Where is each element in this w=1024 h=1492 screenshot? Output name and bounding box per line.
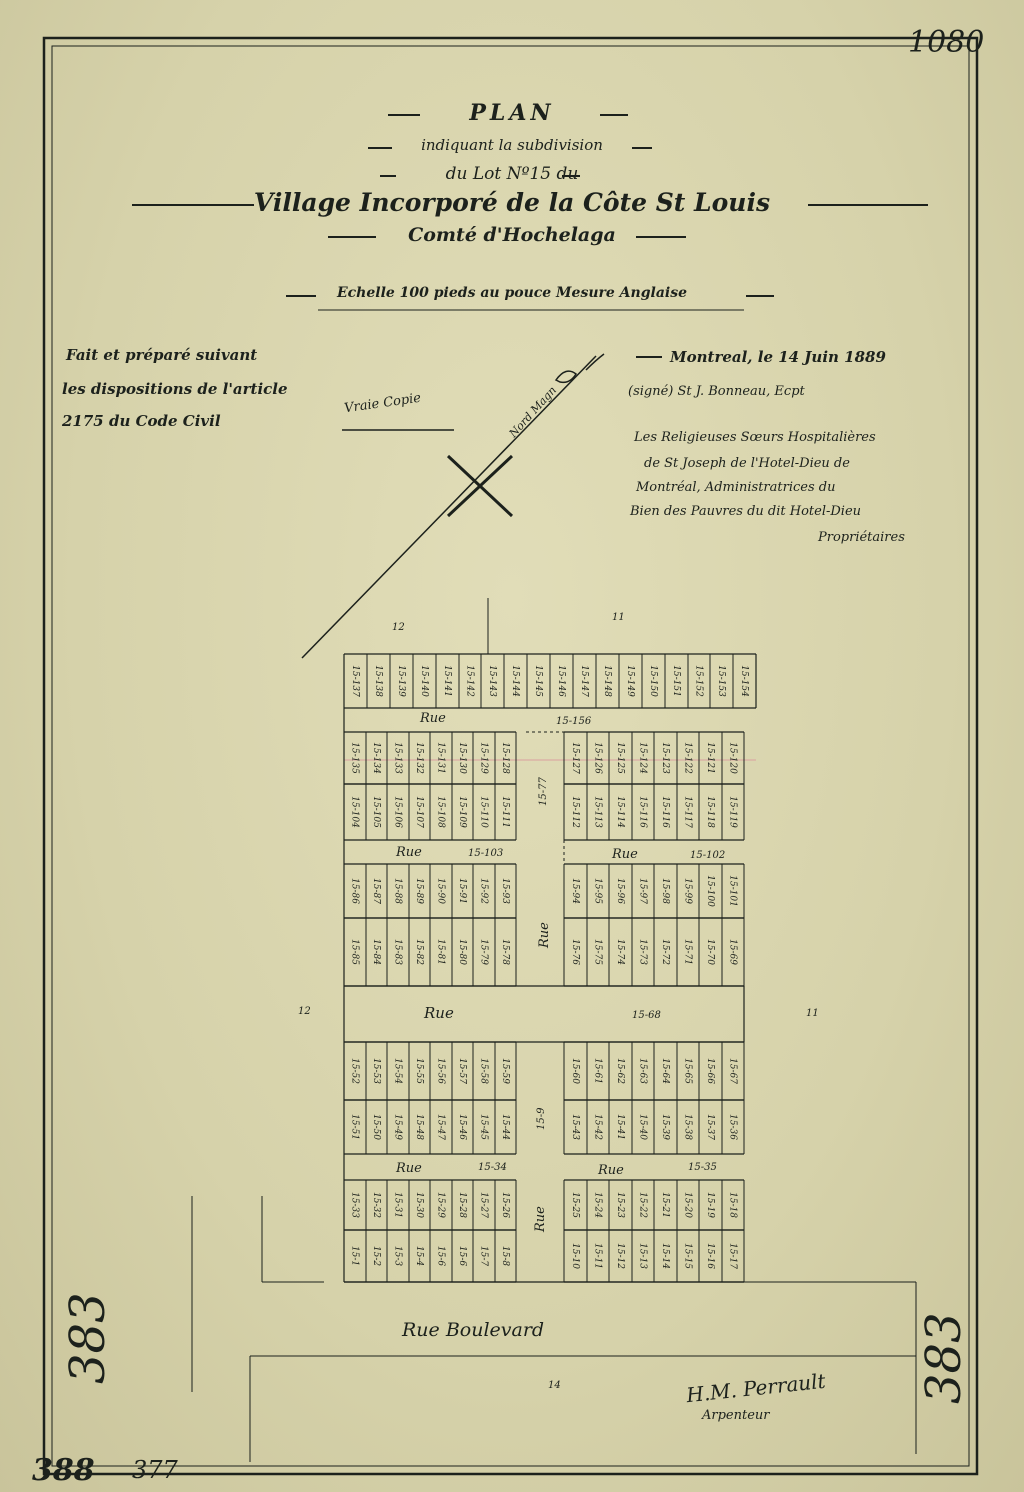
lot-number: 15-94 bbox=[570, 878, 580, 904]
lot-number: 15-30 bbox=[414, 1192, 424, 1218]
archive-number-top: 1080 bbox=[908, 25, 985, 60]
lot-number: 15-76 bbox=[570, 939, 580, 965]
lot-number: 15-126 bbox=[592, 742, 603, 774]
lot-number: 15-71 bbox=[682, 939, 693, 965]
lot-number: 15-72 bbox=[660, 939, 670, 965]
owners-line-5: Propriétaires bbox=[818, 530, 905, 545]
lot-number: 15-141 bbox=[442, 665, 452, 697]
lot-number: 15-26 bbox=[500, 1192, 510, 1218]
lot-number: 15-113 bbox=[592, 796, 603, 828]
adjacent-lot-top-left: 12 bbox=[392, 622, 405, 633]
lot-number: 15-29 bbox=[435, 1192, 446, 1218]
archive-number-left: 383 bbox=[60, 1292, 116, 1384]
lot-number: 15-41 bbox=[615, 1114, 625, 1140]
lot-number: 15-104 bbox=[349, 796, 360, 828]
lot-number: 15-38 bbox=[682, 1114, 693, 1140]
lot-number: 15-21 bbox=[660, 1192, 670, 1218]
lot-number: 15-88 bbox=[392, 878, 403, 904]
lot-number: 15-14 bbox=[660, 1243, 670, 1269]
lot-number: 15-119 bbox=[727, 796, 738, 828]
lot-number: 15-25 bbox=[570, 1192, 580, 1218]
lot-number: 15-114 bbox=[615, 796, 625, 828]
lot-number: 15-82 bbox=[414, 939, 424, 965]
street-label-top: Rue bbox=[420, 711, 446, 726]
lot-number: 15-117 bbox=[682, 796, 693, 828]
lot-number: 15-22 bbox=[637, 1192, 648, 1218]
north-arrow bbox=[302, 354, 604, 658]
lot-number: 15-12 bbox=[615, 1243, 625, 1269]
street-number-upper-right: 15-102 bbox=[690, 850, 726, 861]
lot-number: 15-49 bbox=[392, 1114, 403, 1140]
lot-number: 15-69 bbox=[727, 939, 738, 965]
lot-number: 15-42 bbox=[592, 1114, 603, 1140]
archive-pencil-number: 377 bbox=[132, 1456, 178, 1484]
street-label-lower-left: Rue bbox=[396, 1161, 422, 1176]
lot-number: 15-145 bbox=[533, 665, 543, 697]
lot-number: 15-11 bbox=[592, 1243, 603, 1269]
title-line-2: du Lot Nº15 du bbox=[445, 164, 579, 184]
lot-number: 15-67 bbox=[727, 1058, 738, 1084]
lot-number: 15-124 bbox=[637, 742, 648, 774]
lot-number: 15-128 bbox=[500, 742, 510, 774]
lot-number: 15-3 bbox=[392, 1245, 403, 1267]
lot-number: 15-13 bbox=[637, 1243, 648, 1269]
lot-number: 15-58 bbox=[478, 1058, 489, 1084]
lot-number: 15-39 bbox=[660, 1114, 670, 1140]
lot-number: 15-125 bbox=[615, 742, 625, 774]
lot-number: 15-139 bbox=[396, 665, 406, 697]
lot-number: 15-122 bbox=[682, 742, 693, 774]
lot-number: 15-44 bbox=[500, 1114, 510, 1140]
lot-number: 15-85 bbox=[349, 939, 360, 965]
lot-number: 15-134 bbox=[371, 742, 381, 774]
street-label-middle: Rue bbox=[424, 1004, 454, 1022]
lot-number: 15-97 bbox=[637, 878, 648, 904]
lot-number: 15-90 bbox=[435, 878, 446, 904]
lot-number: 15-16 bbox=[705, 1243, 715, 1269]
lot-number: 15-87 bbox=[371, 878, 381, 904]
lot-number: 15-31 bbox=[392, 1192, 403, 1218]
lot-number: 15-73 bbox=[637, 939, 648, 965]
lot-number: 15-43 bbox=[570, 1114, 580, 1140]
lot-number: 15-32 bbox=[371, 1192, 381, 1218]
lot-number: 15-116 bbox=[637, 796, 648, 828]
lot-number: 15-99 bbox=[682, 878, 693, 904]
street-label-vertical-upper: Rue bbox=[537, 922, 552, 948]
lot-number: 15-130 bbox=[457, 742, 467, 774]
lot-number: 15-135 bbox=[349, 742, 360, 774]
archive-number-right: 383 bbox=[916, 1312, 972, 1404]
surveyor-signature: H.M. Perrault bbox=[685, 1368, 827, 1408]
lot-number: 15-4 bbox=[414, 1245, 424, 1267]
lot-number: 15-1 bbox=[349, 1245, 360, 1267]
lot-number: 15-48 bbox=[414, 1114, 424, 1140]
street-label-upper-right: Rue bbox=[612, 847, 638, 862]
lot-number: 15-123 bbox=[660, 742, 670, 774]
title-line-1: indiquant la subdivision bbox=[421, 136, 603, 154]
lot-number: 15-50 bbox=[371, 1114, 381, 1140]
lot-number: 15-54 bbox=[392, 1058, 403, 1084]
lot-number: 15-80 bbox=[457, 939, 467, 965]
left-note-line-2: les dispositions de l'article bbox=[62, 380, 288, 398]
adjacent-lot-bottom: 14 bbox=[548, 1380, 561, 1391]
lot-number: 15-127 bbox=[570, 742, 580, 774]
lot-number: 15-93 bbox=[500, 878, 510, 904]
copy-note: Vraie Copie bbox=[343, 390, 422, 417]
lot-number: 15-65 bbox=[682, 1058, 693, 1084]
street-number-top: 15-156 bbox=[556, 716, 592, 727]
lot-number: 15-81 bbox=[435, 939, 446, 965]
lot-number: 15-148 bbox=[602, 665, 612, 697]
lot-number: 15-40 bbox=[637, 1114, 648, 1140]
lot-number: 15-45 bbox=[478, 1114, 489, 1140]
lot-number: 15-33 bbox=[349, 1192, 360, 1218]
lot-number: 15-57 bbox=[457, 1058, 467, 1084]
owners-line-2: de St Joseph de l'Hotel-Dieu de bbox=[644, 456, 850, 471]
lot-number: 15-46 bbox=[457, 1114, 467, 1140]
left-note-line-3: 2175 du Code Civil bbox=[62, 412, 221, 430]
lot-number: 15-86 bbox=[349, 878, 360, 904]
lot-number: 15-105 bbox=[371, 796, 381, 828]
lot-number: 15-60 bbox=[570, 1058, 580, 1084]
lot-number: 15-63 bbox=[637, 1058, 648, 1084]
lot-number: 15-143 bbox=[487, 665, 497, 697]
lot-number: 15-23 bbox=[615, 1192, 625, 1218]
lot-number: 15-52 bbox=[349, 1058, 360, 1084]
lot-number: 15-64 bbox=[660, 1058, 670, 1084]
lot-number: 15-51 bbox=[349, 1114, 360, 1140]
lot-number: 15-74 bbox=[615, 939, 625, 965]
street-label-vertical-lower: Rue bbox=[533, 1206, 548, 1232]
lot-number: 15-70 bbox=[705, 939, 715, 965]
lot-number: 15-131 bbox=[435, 742, 446, 774]
lot-number: 15-78 bbox=[500, 939, 510, 965]
lot-number: 15-146 bbox=[556, 665, 566, 697]
owners-line-3: Montréal, Administratrices du bbox=[636, 480, 836, 495]
lot-number: 15-100 bbox=[705, 875, 715, 907]
lot-number: 15-37 bbox=[705, 1114, 715, 1140]
plan-title: PLAN bbox=[469, 100, 555, 126]
lot-number: 15-7 bbox=[478, 1245, 489, 1267]
lot-number: 15-19 bbox=[705, 1192, 715, 1218]
lot-number: 15-137 bbox=[350, 665, 360, 697]
lot-number: 15-96 bbox=[615, 878, 625, 904]
lot-number: 15-150 bbox=[648, 665, 658, 697]
lot-number: 15-149 bbox=[625, 665, 635, 697]
lot-number: 15-138 bbox=[373, 665, 383, 697]
street-label-upper-left: Rue bbox=[396, 845, 422, 860]
lot-number: 15-47 bbox=[435, 1114, 446, 1140]
lot-number: 15-116 bbox=[660, 796, 670, 828]
adjacent-lot-mid-left: 12 bbox=[298, 1006, 311, 1017]
lot-number: 15-95 bbox=[592, 878, 603, 904]
title-line-3: Village Incorporé de la Côte St Louis bbox=[253, 188, 771, 217]
lot-number: 15-61 bbox=[592, 1058, 603, 1084]
street-label-lower-right: Rue bbox=[598, 1163, 624, 1178]
signed-line: (signé) St J. Bonneau, Ecpt bbox=[628, 384, 805, 399]
lot-number: 15-79 bbox=[478, 939, 489, 965]
lot-number: 15-24 bbox=[592, 1192, 603, 1218]
street-number-upper-left: 15-103 bbox=[468, 848, 504, 859]
lot-number: 15-6 bbox=[435, 1245, 446, 1267]
lot-grid bbox=[344, 654, 756, 1282]
lot-number: 15-56 bbox=[435, 1058, 446, 1084]
lot-number: 15-20 bbox=[682, 1192, 693, 1218]
street-number-lower-right: 15-35 bbox=[688, 1162, 717, 1173]
lot-number: 15-17 bbox=[727, 1243, 738, 1269]
lot-number: 15-121 bbox=[705, 742, 715, 774]
lot-number: 15-120 bbox=[727, 742, 738, 774]
lot-number: 15-2 bbox=[371, 1245, 381, 1267]
lot-number: 15-107 bbox=[414, 796, 424, 828]
lot-number: 15-15 bbox=[682, 1243, 693, 1269]
lot-number: 15-118 bbox=[705, 796, 715, 828]
owners-line-4: Bien des Pauvres du dit Hotel-Dieu bbox=[630, 504, 862, 519]
property-lines bbox=[192, 598, 916, 1462]
adjacent-lot-mid-right: 11 bbox=[806, 1008, 819, 1019]
title-line-4: Comté d'Hochelaga bbox=[408, 224, 616, 246]
lot-number: 15-153 bbox=[716, 665, 726, 697]
lot-number: 15-147 bbox=[579, 665, 589, 697]
street-number-vertical-lower: 15-9 bbox=[536, 1107, 547, 1130]
lot-number: 15-106 bbox=[392, 796, 403, 828]
owners-line-1: Les Religieuses Sœurs Hospitalières bbox=[634, 430, 876, 445]
lot-number: 15-108 bbox=[435, 796, 446, 828]
adjacent-lot-top-right: 11 bbox=[612, 612, 625, 623]
lot-number: 15-27 bbox=[478, 1192, 489, 1218]
lot-number: 15-110 bbox=[478, 796, 489, 828]
lot-number: 15-36 bbox=[727, 1114, 738, 1140]
street-number-lower-left: 15-34 bbox=[478, 1162, 507, 1173]
lot-number: 15-112 bbox=[570, 796, 580, 828]
lot-number: 15-142 bbox=[464, 665, 475, 697]
street-number-vertical-upper: 15-77 bbox=[538, 777, 549, 806]
archive-number-bottom: 388 bbox=[32, 1453, 95, 1488]
north-label: Nord Magn bbox=[506, 383, 560, 441]
lot-number: 15-84 bbox=[371, 939, 381, 965]
street-number-middle: 15-68 bbox=[632, 1010, 661, 1021]
lot-number: 15-144 bbox=[510, 665, 520, 697]
lot-number: 15-140 bbox=[419, 665, 429, 697]
lot-number: 15-66 bbox=[705, 1058, 715, 1084]
scale-line: Echelle 100 pieds au pouce Mesure Anglaise bbox=[336, 285, 688, 301]
lot-number: 15-83 bbox=[392, 939, 403, 965]
lot-number: 15-6 bbox=[457, 1245, 467, 1267]
lot-number: 15-75 bbox=[592, 939, 603, 965]
lot-number: 15-132 bbox=[414, 742, 424, 774]
left-note-line-1: Fait et préparé suivant bbox=[66, 346, 258, 364]
surveyor-title: Arpenteur bbox=[702, 1408, 770, 1423]
lot-number: 15-28 bbox=[457, 1192, 467, 1218]
lot-number: 15-152 bbox=[693, 665, 704, 697]
lot-number: 15-151 bbox=[671, 665, 681, 697]
lot-number: 15-109 bbox=[457, 796, 467, 828]
lot-number: 15-18 bbox=[727, 1192, 738, 1218]
lot-number: 15-62 bbox=[615, 1058, 625, 1084]
date-line: Montreal, le 14 Juin 1889 bbox=[670, 348, 886, 366]
lot-number: 15-55 bbox=[414, 1058, 424, 1084]
lot-number: 15-91 bbox=[457, 878, 467, 904]
lot-number: 15-89 bbox=[414, 878, 424, 904]
lot-number: 15-129 bbox=[478, 742, 489, 774]
lot-number: 15-59 bbox=[500, 1058, 510, 1084]
lot-number: 15-98 bbox=[660, 878, 670, 904]
lot-number: 15-53 bbox=[371, 1058, 381, 1084]
lot-number: 15-101 bbox=[727, 875, 738, 907]
lot-number: 15-8 bbox=[500, 1245, 510, 1267]
boulevard-label: Rue Boulevard bbox=[402, 1319, 545, 1341]
lot-number: 15-10 bbox=[570, 1243, 580, 1269]
lot-number: 15-92 bbox=[478, 878, 489, 904]
lot-number: 15-133 bbox=[392, 742, 403, 774]
lot-number: 15-111 bbox=[500, 796, 510, 828]
lot-number: 15-154 bbox=[739, 665, 749, 697]
